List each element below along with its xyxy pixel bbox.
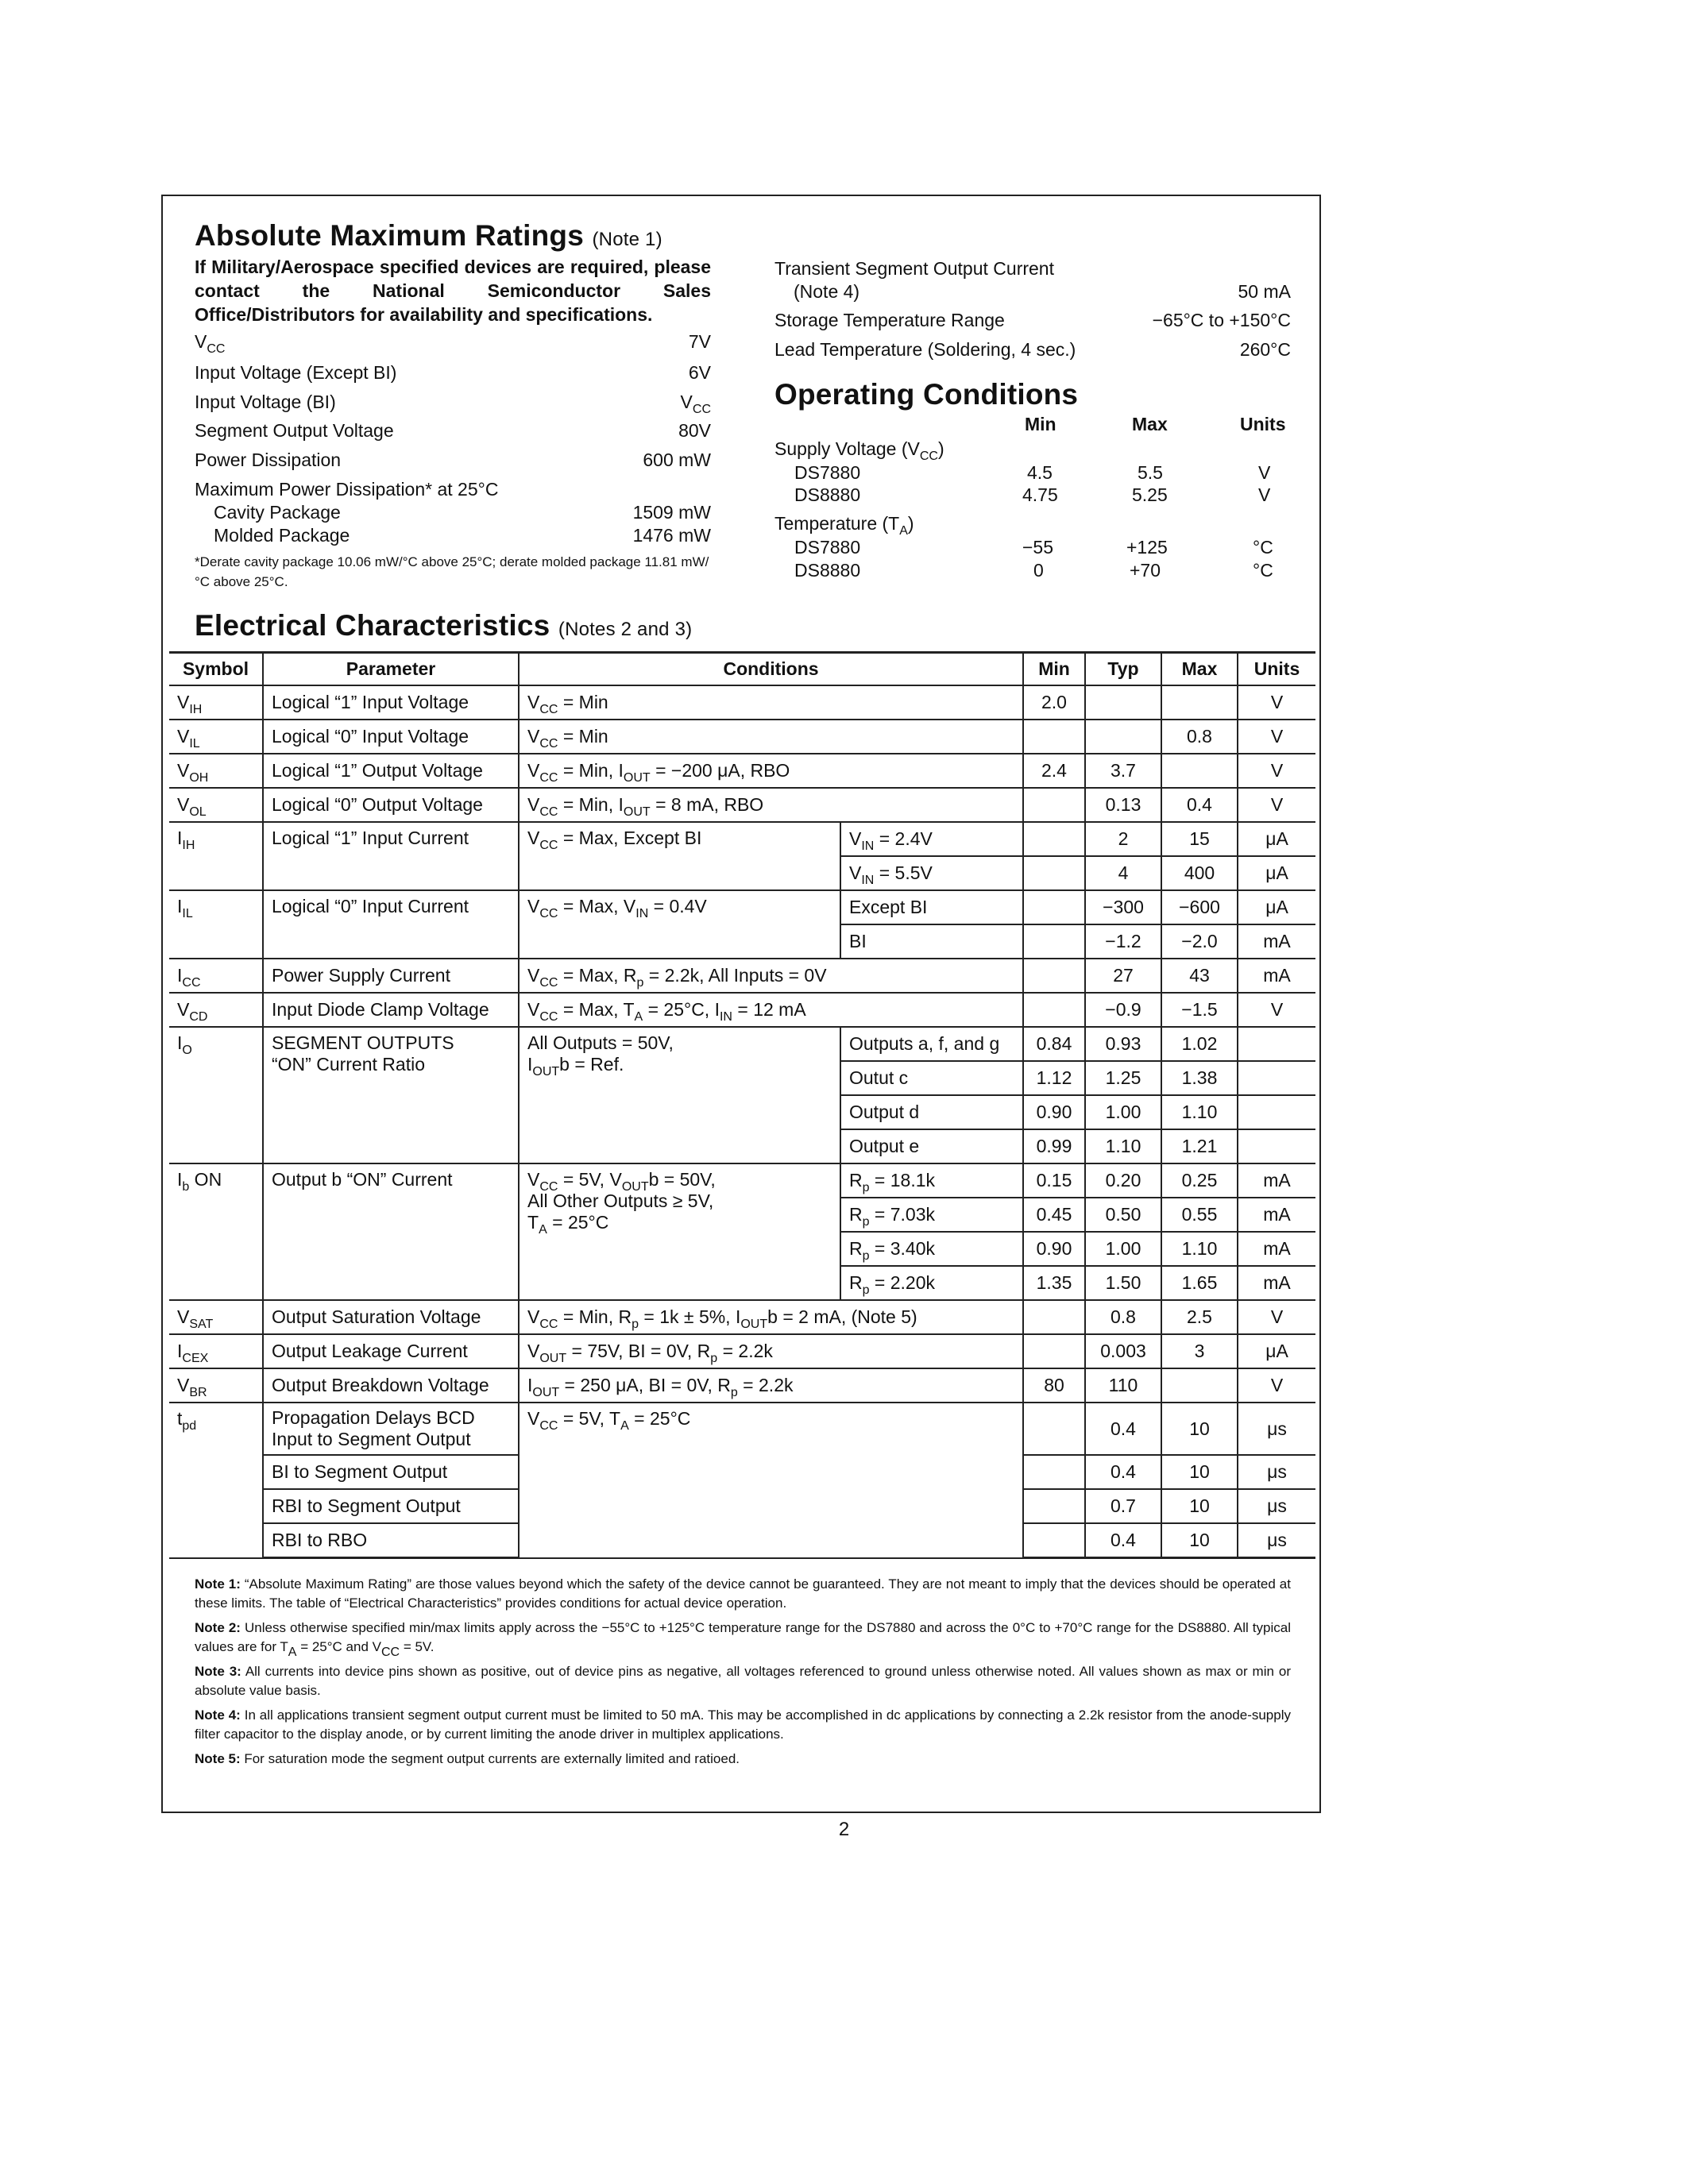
cell-parameter: Output Leakage Current [263,1334,519,1368]
cell-conditions: $V_{CC}$ = Max, $R_p = 2.2k$, All Inputs = 0V [519,959,1023,993]
cell-parameter: Logical “1” Input Voltage [263,685,519,720]
cell-units: μs [1238,1489,1315,1523]
oc-row-max: 5.25 [1132,484,1168,505]
cell-min [1023,1334,1085,1368]
cell-subcondition: Outut c [840,1061,1023,1095]
table-row [169,993,1315,1027]
cell-min [1023,720,1085,754]
cell-units: mA [1238,1163,1315,1198]
cell-symbol: $I_{CC}$ [169,959,263,993]
table-row [169,822,1315,856]
amr-title: Absolute Maximum Ratings (Note 1) [195,219,662,252]
cell-min [1023,1489,1085,1523]
table-row [169,754,1315,788]
cell-symbol: $I_{IL}$ [169,890,263,959]
cell-units: V [1238,1368,1315,1403]
cell-parameter: Logical “0” Output Voltage [263,788,519,822]
cell-min [1023,890,1085,924]
cell-subcondition: $R_p = 7.03k$ [840,1198,1023,1232]
cell-typ: 1.00 [1085,1232,1161,1266]
col-typ: Typ [1085,653,1161,686]
cell-conditions: $V_{CC}$ = Min, $I_{OUT} = -200$ μA, RBO [519,754,1023,788]
cell-typ: 0.20 [1085,1163,1161,1198]
cell-typ: −1.2 [1085,924,1161,959]
table-row [169,788,1315,822]
cell-max: −2.0 [1161,924,1238,959]
cell-typ: 3.7 [1085,754,1161,788]
cell-min: 0.45 [1023,1198,1085,1232]
cell-subcondition: Output e [840,1129,1023,1163]
oc-row-min: 4.5 [1027,462,1053,483]
oc-head-max: Max [1132,414,1168,434]
cell-min [1023,1403,1085,1455]
cell-conditions: $I_{OUT} = 250$ μA, BI = 0V, $R_p = 2.2k$ [519,1368,1023,1403]
cell-max: 2.5 [1161,1300,1238,1334]
cell-units: μA [1238,856,1315,890]
oc-supply-label: Supply Voltage $(V_{CC})$ [774,438,944,463]
cell-max: 1.10 [1161,1232,1238,1266]
table-row [169,720,1315,754]
col-conditions: Conditions [519,653,1023,686]
cell-symbol: $I_O$ [169,1027,263,1163]
cell-symbol: $t_{pd}$ [169,1403,263,1558]
cell-parameter: BI to Segment Output [263,1455,519,1489]
cell-typ: 27 [1085,959,1161,993]
cell-typ: 0.4 [1085,1523,1161,1558]
cell-max [1161,1368,1238,1403]
cell-subcondition: $R_p = 2.20k$ [840,1266,1023,1300]
oc-row-name: DS8880 [794,560,861,581]
cell-units: V [1238,1300,1315,1334]
table-row [169,685,1315,720]
cell-conditions: $V_{CC}$ = Min, $I_{OUT} = 8$ mA, RBO [519,788,1023,822]
cell-units: V [1238,993,1315,1027]
cell-conditions: $V_{CC} = 5V$, $T_A = 25^\circ C$ [519,1403,1023,1558]
note-5: Note 5: For saturation mode the segment output currents are externally limited and ratioed. [195,1751,740,1766]
cell-typ: 0.4 [1085,1403,1161,1455]
cell-max: 10 [1161,1523,1238,1558]
cell-units [1238,1129,1315,1163]
col-min: Min [1023,653,1085,686]
cell-symbol: $V_{IL}$ [169,720,263,754]
cell-units: V [1238,788,1315,822]
col-symbol: Symbol [169,653,263,686]
cell-parameter: Output Saturation Voltage [263,1300,519,1334]
oc-row-units: °C [1253,537,1273,558]
oc-head-units: Units [1240,414,1286,434]
cell-min [1023,959,1085,993]
cell-subcondition: $V_{IN} = 2.4V$ [840,822,1023,856]
cell-typ: 2 [1085,822,1161,856]
oc-row-max: +70 [1130,560,1161,581]
cell-units: mA [1238,1198,1315,1232]
oc-row-name: DS7880 [794,537,861,558]
cell-parameter: SEGMENT OUTPUTS “ON” Current Ratio [263,1027,519,1163]
cell-parameter: Logical “1” Input Current [263,822,519,890]
oc-row-max: +125 [1126,537,1168,558]
cell-symbol: $V_{OL}$ [169,788,263,822]
electrical-characteristics-table [169,651,1315,1559]
cell-typ: 0.13 [1085,788,1161,822]
cell-typ: 0.003 [1085,1334,1161,1368]
ec-title: Electrical Characteristics (Notes 2 and 3) [195,609,693,642]
cell-parameter: Power Supply Current [263,959,519,993]
cell-typ: 1.00 [1085,1095,1161,1129]
oc-row-min: −55 [1022,537,1054,558]
cell-min [1023,1455,1085,1489]
cell-units: mA [1238,924,1315,959]
table-row [169,1334,1315,1368]
cell-units: μs [1238,1403,1315,1455]
cell-min: 2.0 [1023,685,1085,720]
cell-min: 0.99 [1023,1129,1085,1163]
cell-symbol: $V_{OH}$ [169,754,263,788]
cell-min [1023,1300,1085,1334]
cell-max: 3 [1161,1334,1238,1368]
cell-max: 1.21 [1161,1129,1238,1163]
cell-max: 43 [1161,959,1238,993]
cell-units: μA [1238,1334,1315,1368]
col-max: Max [1161,653,1238,686]
cell-max: 0.25 [1161,1163,1238,1198]
cell-conditions: $V_{CC}$ = Max, $V_{IN} = 0.4V$ [519,890,840,959]
cell-typ [1085,685,1161,720]
cell-typ: 0.7 [1085,1489,1161,1523]
amr-intro: If Military/Aerospace specified devices are required, please contact the National Semiconductor Sales Office/Distributors for availability and specifications. [195,257,711,325]
cell-conditions: $V_{OUT} = 75V$, BI = 0V, $R_p = 2.2k$ [519,1334,1023,1368]
cell-max: −600 [1161,890,1238,924]
cell-symbol: $I_{CEX}$ [169,1334,263,1368]
cell-min: 0.15 [1023,1163,1085,1198]
cell-parameter: Logical “1” Output Voltage [263,754,519,788]
cell-min [1023,822,1085,856]
cell-parameter: Output Breakdown Voltage [263,1368,519,1403]
cell-symbol: $I_b$ ON [169,1163,263,1300]
cell-max: 1.38 [1161,1061,1238,1095]
cell-typ: −300 [1085,890,1161,924]
note-3: Note 3: All currents into device pins shown as positive, out of device pins as negative, all voltages referenced to ground unless otherwise noted. All values shown as max or min or absolute value basis. [195,1664,1291,1698]
cell-typ: 1.50 [1085,1266,1161,1300]
oc-title: Operating Conditions [774,378,1079,411]
cell-conditions: All Outputs = 50V, $I_{OUT}b$ = Ref. [519,1027,840,1163]
cell-conditions: $V_{CC}$ = Max, $T_A = 25^\circ C$, $I_{IN} = 12$ mA [519,993,1023,1027]
cell-parameter: RBI to Segment Output [263,1489,519,1523]
cell-units: V [1238,685,1315,720]
table-row [169,1163,1315,1198]
cell-min [1023,924,1085,959]
cell-subcondition: $R_p = 3.40k$ [840,1232,1023,1266]
cell-conditions: $V_{CC}$ = Max, Except BI [519,822,840,890]
table-row [169,1300,1315,1334]
notes-section [195,1575,1291,1774]
cell-parameter: RBI to RBO [263,1523,519,1558]
cell-units [1238,1061,1315,1095]
cell-parameter: Input Diode Clamp Voltage [263,993,519,1027]
amr-footnote: *Derate cavity package 10.06 mW/°C above 25°C; derate molded package 11.81 mW/°C above 25°C. [195,554,709,589]
cell-max: 10 [1161,1455,1238,1489]
cell-typ: 1.25 [1085,1061,1161,1095]
cell-min: 1.35 [1023,1266,1085,1300]
cell-typ: 0.50 [1085,1198,1161,1232]
cell-conditions: $V_{CC} = 5V$, $V_{OUT}b = 50V$, All Other Outputs ≥ 5V, $T_A = 25^\circ C$ [519,1163,840,1300]
cell-typ: 0.4 [1085,1455,1161,1489]
cell-symbol: $V_{CD}$ [169,993,263,1027]
cell-conditions: $V_{CC}$ = Min, $R_p = 1k \pm 5\%$, $I_{OUT}b = 2$ mA, (Note 5) [519,1300,1023,1334]
cell-max: 0.8 [1161,720,1238,754]
cell-units: μs [1238,1455,1315,1489]
cell-units [1238,1027,1315,1061]
cell-typ [1085,720,1161,754]
cell-max: 1.10 [1161,1095,1238,1129]
page-number: 2 [838,1819,850,1840]
oc-row-min: 4.75 [1022,484,1058,505]
oc-row-min: 0 [1033,560,1044,581]
cell-max [1161,754,1238,788]
note-2: Note 2: Unless otherwise specified min/max limits apply across the −55°C to +125°C temperature range for the DS7880 and across the 0°C to +70°C range for the DS8880. All typical values are for $T_A = 25^\circ C$ and $V_{CC} = 5V$. [195,1620,1291,1659]
cell-max: 0.55 [1161,1198,1238,1232]
cell-subcondition: Outputs a, f, and g [840,1027,1023,1061]
cell-max: 10 [1161,1489,1238,1523]
cell-parameter: Logical “0” Input Current [263,890,519,959]
cell-typ: 110 [1085,1368,1161,1403]
cell-symbol: $I_{IH}$ [169,822,263,890]
oc-row-max: 5.5 [1138,462,1163,483]
note-1: Note 1: “Absolute Maximum Rating” are those values beyond which the safety of the device cannot be guaranteed. They are not meant to imply that the devices should be operated at these limits. The table of “Electrical Characteristics” provides conditions for actual device operation. [195,1576,1291,1611]
cell-units: V [1238,754,1315,788]
cell-min [1023,856,1085,890]
oc-row-units: V [1258,462,1271,483]
cell-max: 400 [1161,856,1238,890]
cell-parameter: Propagation Delays BCD Input to Segment Output [263,1403,519,1455]
cell-parameter: Output b “ON” Current [263,1163,519,1300]
cell-min: 0.90 [1023,1095,1085,1129]
cell-min [1023,788,1085,822]
cell-typ: −0.9 [1085,993,1161,1027]
cell-typ: 4 [1085,856,1161,890]
oc-head-min: Min [1025,414,1056,434]
cell-parameter: Logical “0” Input Voltage [263,720,519,754]
cell-max: −1.5 [1161,993,1238,1027]
cell-max: 15 [1161,822,1238,856]
cell-units: V [1238,720,1315,754]
col-parameter: Parameter [263,653,519,686]
table-row [169,1027,1315,1061]
cell-units: mA [1238,1232,1315,1266]
cell-min: 1.12 [1023,1061,1085,1095]
cell-max: 1.02 [1161,1027,1238,1061]
cell-units: μs [1238,1523,1315,1558]
oc-row-units: °C [1253,560,1273,581]
table-row [169,1368,1315,1403]
cell-units: μA [1238,890,1315,924]
cell-conditions: $V_{CC}$ = Min [519,685,1023,720]
cell-symbol: $V_{BR}$ [169,1368,263,1403]
cell-typ: 0.93 [1085,1027,1161,1061]
cell-subcondition: $V_{IN} = 5.5V$ [840,856,1023,890]
cell-subcondition: Output d [840,1095,1023,1129]
cell-units: μA [1238,822,1315,856]
cell-symbol: $V_{IH}$ [169,685,263,720]
cell-units [1238,1095,1315,1129]
table-row [169,1403,1315,1455]
cell-units: mA [1238,959,1315,993]
cell-max: 0.4 [1161,788,1238,822]
oc-row-name: DS7880 [794,462,861,483]
cell-min: 80 [1023,1368,1085,1403]
table-header-row [169,653,1315,686]
table-row [169,959,1315,993]
cell-units: mA [1238,1266,1315,1300]
oc-row-name: DS8880 [794,484,861,505]
cell-subcondition: $R_p = 18.1k$ [840,1163,1023,1198]
cell-typ: 1.10 [1085,1129,1161,1163]
cell-max: 10 [1161,1403,1238,1455]
col-units: Units [1238,653,1315,686]
cell-min: 0.90 [1023,1232,1085,1266]
cell-max [1161,685,1238,720]
cell-symbol: $V_{SAT}$ [169,1300,263,1334]
cell-min: 2.4 [1023,754,1085,788]
oc-row-units: V [1258,484,1271,505]
cell-typ: 0.8 [1085,1300,1161,1334]
note-4: Note 4: In all applications transient segment output current must be limited to 50 mA. This may be accomplished in dc applications by connecting a 2.2k resistor from the anode-supply filter capacitor to the display anode, or by current limiting the anode driver in multiplex applications. [195,1707,1291,1742]
cell-conditions: $V_{CC}$ = Min [519,720,1023,754]
cell-subcondition: Except BI [840,890,1023,924]
cell-max: 1.65 [1161,1266,1238,1300]
cell-subcondition: BI [840,924,1023,959]
table-row [169,890,1315,924]
oc-temp-label: Temperature $(T_A)$ [774,513,914,538]
cell-min [1023,993,1085,1027]
cell-min: 0.84 [1023,1027,1085,1061]
cell-min [1023,1523,1085,1558]
